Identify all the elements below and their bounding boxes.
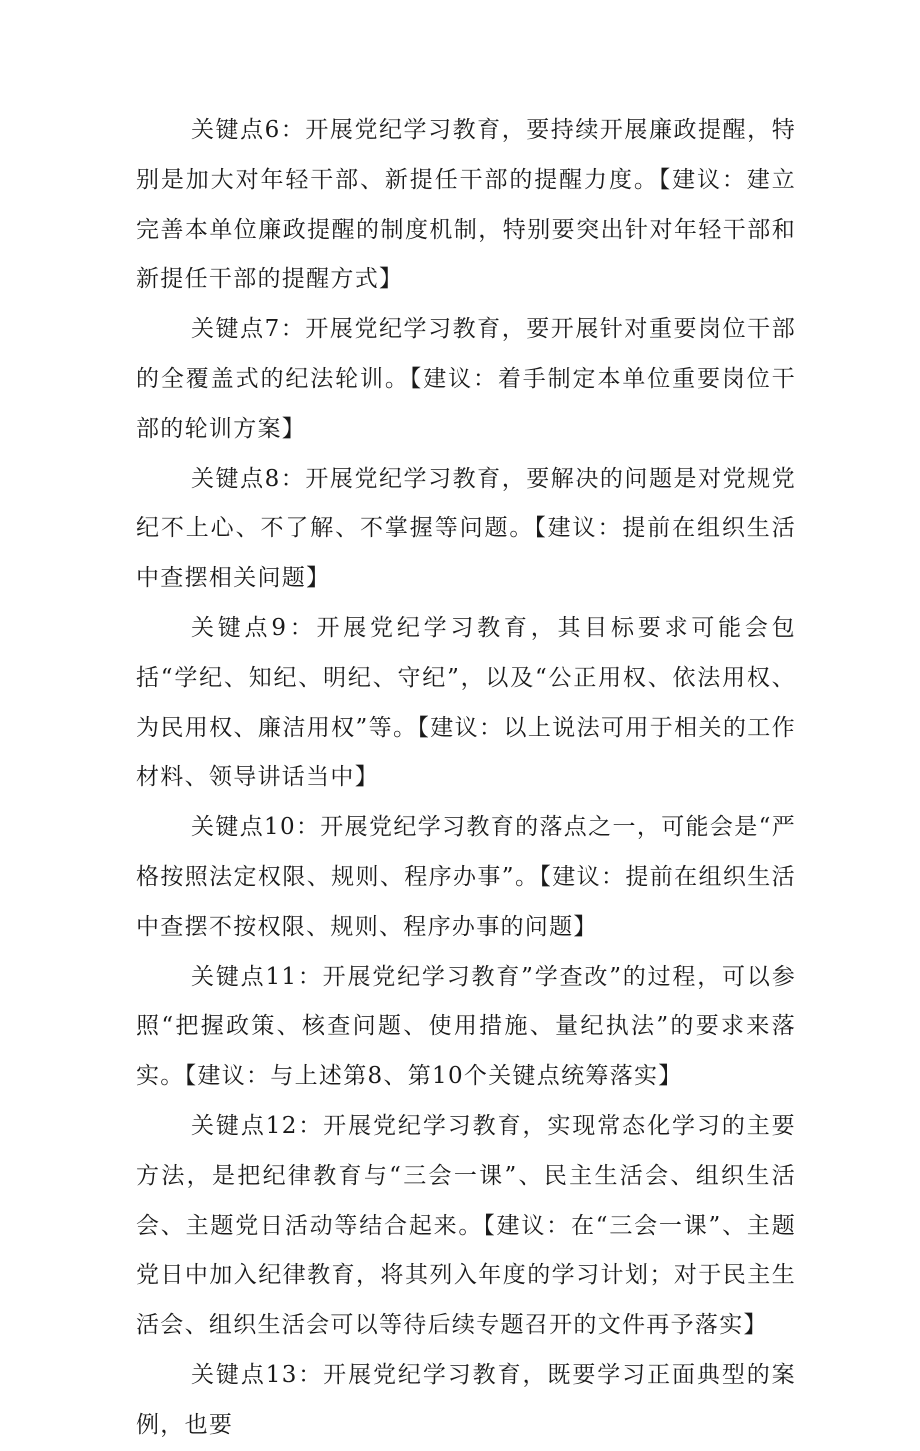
- paragraph-key-point-10: 关键点10：开展党纪学习教育的落点之一，可能会是“严格按照法定权限、规则、程序办事”。【建议：提前在组织生活中查摆不按权限、规则、程序办事的问题】: [136, 814, 796, 940]
- paragraph-key-point-9: 关键点9：开展党纪学习教育，其目标要求可能会包括“学纪、知纪、明纪、守纪”，以及“公正用权、依法用权、为民用权、廉洁用权”等。【建议：以上说法可用于相关的工作材料、领导讲话当中】: [136, 614, 796, 791]
- paragraph-key-point-12: 关键点12：开展党纪学习教育，实现常态化学习的主要方法，是把纪律教育与“三会一课”、民主生活会、组织生活会、主题党日活动等结合起来。【建议：在“三会一课”、主题党日中加入纪律教育，将其列入年度的学习计划；对于民主生活会、组织生活会可以等待后续专题召开的文件再予落实】: [136, 1112, 796, 1339]
- document-body: [136, 106, 796, 1451]
- paragraph-key-point-8: 关键点8：开展党纪学习教育，要解决的问题是对党规党纪不上心、不了解、不掌握等问题。【建议：提前在组织生活中查摆相关问题】: [136, 465, 796, 592]
- paragraph-key-point-13: 关键点13：开展党纪学习教育，既要学习正面典型的案例，也要: [136, 1361, 796, 1438]
- paragraph-key-point-11: 关键点11：开展党纪学习教育”学查改”的过程，可以参照“把握政策、核查问题、使用措施、量纪执法”的要求来落实。【建议：与上述第8、第10个关键点统筹落实】: [136, 963, 796, 1090]
- paragraph-key-point-7: 关键点7：开展党纪学习教育，要开展针对重要岗位干部的全覆盖式的纪法轮训。【建议：着手制定本单位重要岗位干部的轮训方案】: [136, 316, 796, 442]
- paragraph-key-point-6: 关键点6：开展党纪学习教育，要持续开展廉政提醒，特别是加大对年轻干部、新提任干部的提醒力度。【建议：建立完善本单位廉政提醒的制度机制，特别要突出针对年轻干部和新提任干部的提醒方式】: [136, 117, 796, 293]
